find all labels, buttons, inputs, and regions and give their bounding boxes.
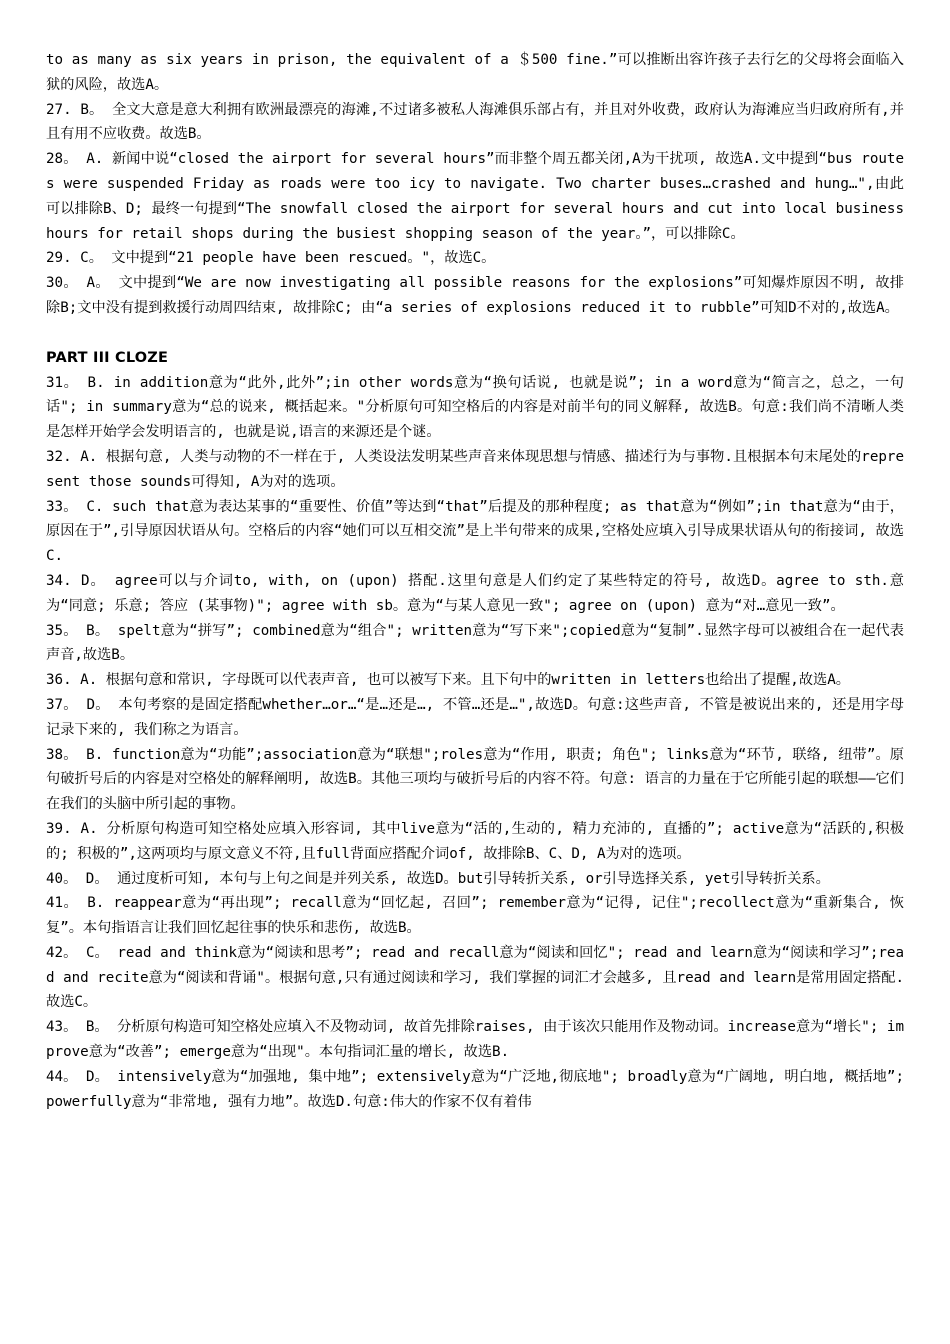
answer-28: 28。 A. 新闻中说“closed the airport for several hours”而非整个周五都关闭,A为干扰项, 故选A.文中提到“bus routes were suspended Friday as roads were too icy to navigate. Two charter buses…crashed and hung…",由此可以排除B、D; 最终一句提到“The snowfall closed the airport for several hours and cut into local business hours for retail shops during the busiest shopping season of the year。”，可以排除C。 [46,151,904,242]
answer-43: 43。 B。 分析原句构造可知空格处应填入不及物动词, 故首先排除raises, 由于该次只能用作及物动词。increase意为“增长"; improve意为“改善”; emerge意为“出现"。本句指词汇量的增长, 故选B. [46,1019,904,1061]
answer-42: 42。 C。 read and think意为“阅读和思考”; read and recall意为“阅读和回忆"; read and learn意为“阅读和学习”;read and recite意为“阅读和背诵"。根据句意,只有通过阅读和学习, 我们掌握的词汇才会越多, 且read and learn是常用固定搭配.故选C。 [46,944,904,1011]
answer-36: 36. A. 根据句意和常识, 字母既可以代表声音, 也可以被写下来。且下句中的written in letters也给出了提醒,故选A。 [46,672,850,689]
answer-40: 40。 D。 通过度析可知, 本句与上句之间是并列关系, 故选D。but引导转折关系, or引导选择关系, yet引导转折关系。 [46,870,830,887]
answer-32: 32. A. 根据句意, 人类与动物的不一样在于, 人类设法发明某些声音来体现思想与情感、描述行为与事物.且根据本句末尾处的represent those sounds可得知, A为对的选项。 [46,448,904,490]
answer-34: 34. D。 agree可以与介词to, with, on (upon) 搭配.这里句意是人们约定了某些特定的符号, 故选D。agree to sth.意为“同意; 乐意; 答应 (某事物)"; agree with sb。意为“与某人意见一致"; agree on (upon) 意为“对…意见一致”。 [46,572,904,614]
answer-41: 41。 B. reappear意为“再出现”; recall意为“回忆起, 召回”; remember意为“记得, 记住";recollect意为“重新集合, 恢复”。本句指语言让我们回忆起往事的快乐和悲伤, 故选B。 [46,895,904,937]
answer-30: 30。 A。 文中提到“We are now investigating all possible reasons for the explosions”可知爆炸原因不明, 故排除B;文中没有提到救援行动周四结束, 故排除C; 由“a series of explosions reduced it to rubble”可知D不对的,故选A。 [46,275,904,316]
answer-44: 44。 D。 intensively意为“加强地, 集中地”; extensively意为“广泛地,彻底地"; broadly意为“广阔地, 明白地, 概括地”; powerfully意为“非常地, 强有力地”。故选D.句意:伟大的作家不仅有着伟 [46,1068,904,1110]
section-spacer [46,321,904,346]
answer-29: 29. C。 文中提到“21 people have been rescued。"，故选C。 [46,250,496,267]
section-heading: PART III CLOZE [46,349,169,366]
reading-answers [46,48,904,321]
answer-37: 37。 D。 本句考察的是固定搭配whether…or…“是…还是…, 不管…还是…",故选D。句意:这些声音, 不管是被说出来的, 还是用字母记录下来的, 我们称之为语言。 [46,696,904,738]
answer-27: 27. B。 全文大意是意大利拥有欧洲最漂亮的海滩,不过诸多被私人海滩俱乐部占有，并且对外收费，政府认为海滩应当归政府所有,并且有用不应收费。故选B。 [46,101,904,143]
answer-31: 31。 B. in addition意为“此外,此外”;in other words意为“换句话说, 也就是说”; in a word意为“简言之，总之，一句话"; in summary意为“总的说来, 概括起来。"分析原句可知空格后的内容是对前半句的同义解释, 故选B。句意:我们尚不清晰人类是怎样开始学会发明语言的, 也就是说,语言的来源还是个谜。 [46,374,904,441]
answer-39: 39. A. 分析原句构造可知空格处应填入形容词, 其中live意为“活的,生动的, 精力充沛的, 直播的”; active意为“活跃的,积极的; 积极的”,这两项均与原文意义不符,且full背面应搭配介词of, 故排除B、C、D, A为对的选项。 [46,820,904,862]
answer-26-continued: to as many as six years in prison, the equivalent of a ＄500 fine.”可以推断出容许孩子去行乞的父母将会面临入狱的风险，故选A。 [46,52,904,93]
cloze-answers [46,371,904,1115]
answer-35: 35。 B。 spelt意为“拼写”; combined意为“组合"; written意为“写下来";copied意为“复制”.显然字母可以被组合在一起代表声音,故选B。 [46,622,904,664]
answer-38: 38。 B. function意为“功能”;association意为“联想";roles意为“作用, 职责; 角色"; links意为“环节, 联络, 纽带”。原句破折号后的内容是对空格处的解释阐明, 故选B。其他三项均与破折号后的内容不符。句意: 语言的力量在于它所能引起的联想——它们在我们的头脑中所引起的事物。 [46,746,904,813]
answer-33: 33。 C. such that意为表达某事的“重要性、价值”等达到“that”后提及的那种程度; as that意为“例如”;in that意为“由于，原因在于”,引导原因状语从句。空格后的内容“她们可以互相交流”是上半句带来的成果,空格处应填入引导成果状语从句的衔接词, 故选C. [46,498,904,565]
